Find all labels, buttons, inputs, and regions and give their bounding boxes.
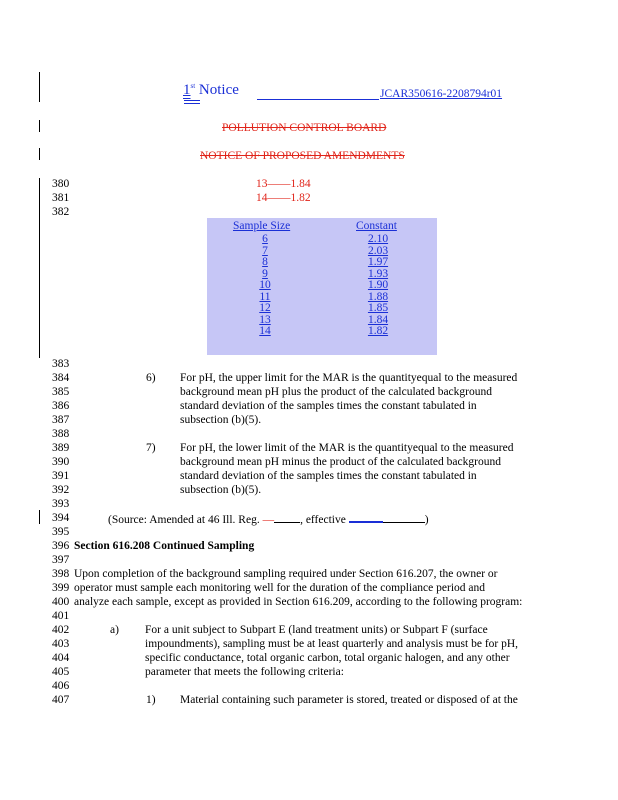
item-7-line: standard deviation of the samples times the constant tabulated in (180, 470, 477, 482)
line-number: 392 (52, 484, 70, 496)
sample-size-cell: 14 (259, 325, 271, 337)
constant-cell: 1.85 (367, 302, 389, 314)
item-6-line: background mean pH plus the product of the calculated background (180, 386, 492, 398)
sample-size-cell: 11 (259, 290, 271, 303)
line-number: 397 (52, 554, 70, 566)
constant-cell: 1.88 (367, 290, 389, 303)
source-mid: , effective (300, 514, 349, 526)
header-rule (184, 100, 200, 101)
sample-size-cell: 10 (259, 279, 271, 291)
line-number: 381 (52, 192, 70, 204)
notice-label (183, 82, 239, 99)
paragraph-line: analyze each sample, except as provided in Section 616.209, according to the following program: (74, 596, 523, 608)
paragraph-line: operator must sample each monitoring well for the duration of the compliance period and (74, 582, 485, 594)
constant-cell: 1.82 (367, 325, 389, 337)
line-number: 396 (52, 540, 70, 552)
source-blank (383, 512, 425, 523)
board-name: POLLUTION CONTROL BOARD (222, 122, 387, 134)
change-bar (39, 178, 40, 358)
line-number: 407 (52, 694, 70, 706)
source-close: ) (424, 514, 429, 526)
notice-superscript: st (190, 82, 196, 90)
constant-cell: 1.97 (367, 256, 389, 268)
line-number: 402 (52, 624, 70, 636)
item-6-number: 6) (146, 372, 156, 384)
line-number: 385 (52, 386, 70, 398)
sample-size-cell: 8 (262, 256, 268, 268)
line-number: 398 (52, 568, 70, 580)
item-6-line: standard deviation of the samples times the constant tabulated in (180, 400, 477, 412)
deleted-row: 13——1.84 (256, 178, 311, 190)
source-prefix: (Source: Amended at 46 Ill. Reg. (108, 514, 263, 526)
constants-table (207, 218, 437, 355)
sample-size-cell: 12 (259, 302, 271, 314)
change-bar (39, 72, 40, 102)
sample-size-cell: 6 (262, 233, 268, 245)
line-number: 391 (52, 470, 70, 482)
line-number: 395 (52, 526, 70, 538)
line-number: 386 (52, 400, 70, 412)
source-blank (349, 511, 383, 523)
line-number: 399 (52, 582, 70, 594)
notice-number: 1 (183, 82, 191, 98)
constant-cell: 1.93 (367, 267, 389, 280)
item-a-line: impoundments), sampling must be at least quarterly and analysis must be for pH, (145, 638, 519, 650)
item-6-line: For pH, the upper limit for the MAR is the quantityequal to the measured (180, 372, 518, 384)
line-number: 400 (52, 596, 70, 608)
constant-cell: 2.10 (367, 233, 389, 245)
notice-word: Notice (198, 82, 239, 98)
item-7-number: 7) (146, 442, 156, 454)
change-bar (39, 120, 40, 132)
line-number: 394 (52, 512, 70, 524)
item-1-number: 1) (146, 694, 156, 706)
item-a-line: For a unit subject to Subpart E (land treatment units) or Subpart F (surface (145, 624, 488, 636)
item-7-line: For pH, the lower limit of the MAR is the quantityequal to the measured (180, 442, 514, 454)
item-a-letter: a) (110, 624, 119, 636)
line-number: 401 (52, 610, 70, 622)
header-rule (184, 103, 200, 104)
line-number: 390 (52, 456, 70, 468)
item-7-line: background mean pH minus the product of the calculated background (180, 456, 501, 468)
constant-cell: 1.84 (367, 313, 389, 326)
sample-size-cell: 9 (262, 267, 268, 280)
line-number: 406 (52, 680, 70, 692)
constant-cell: 2.03 (367, 244, 389, 257)
header-rule (257, 99, 379, 100)
jcar-number: JCAR350616-2208794r01 (380, 88, 503, 100)
line-number: 387 (52, 414, 70, 426)
item-a-line: parameter that meets the following criteria: (145, 666, 344, 678)
line-number: 405 (52, 666, 70, 678)
item-1-line: Material containing such parameter is stored, treated or disposed of at the (180, 694, 518, 706)
section-heading: Section 616.208 Continued Sampling (74, 540, 255, 552)
source-dash: — (262, 514, 275, 526)
line-number: 403 (52, 638, 70, 650)
line-number: 404 (52, 652, 70, 664)
sample-size-cell: 7 (262, 244, 268, 257)
table-header-constant: Constant (356, 220, 397, 232)
change-bar (39, 148, 40, 160)
notice-title: NOTICE OF PROPOSED AMENDMENTS (200, 150, 405, 162)
table-header-sample-size: Sample Size (233, 220, 291, 232)
line-number: 382 (52, 206, 70, 218)
sample-size-cell: 13 (259, 313, 271, 326)
source-note (108, 511, 429, 527)
line-number: 383 (52, 358, 70, 370)
line-number: 384 (52, 372, 70, 384)
item-a-line: specific conductance, total organic carbon, total organic halogen, and any other (145, 652, 510, 664)
source-blank (274, 512, 300, 523)
line-number: 380 (52, 178, 70, 190)
sample-size-column (245, 234, 285, 338)
line-number: 389 (52, 442, 70, 454)
paragraph-line: Upon completion of the background sampling required under Section 616.207, the owner or (74, 568, 498, 580)
line-number: 388 (52, 428, 70, 440)
item-6-line: subsection (b)(5). (180, 414, 262, 426)
deleted-row: 14——1.82 (256, 192, 311, 204)
constant-column (358, 234, 398, 338)
line-number: 393 (52, 498, 70, 510)
item-7-line: subsection (b)(5). (180, 484, 262, 496)
constant-cell: 1.90 (367, 279, 389, 291)
change-bar (39, 510, 40, 524)
